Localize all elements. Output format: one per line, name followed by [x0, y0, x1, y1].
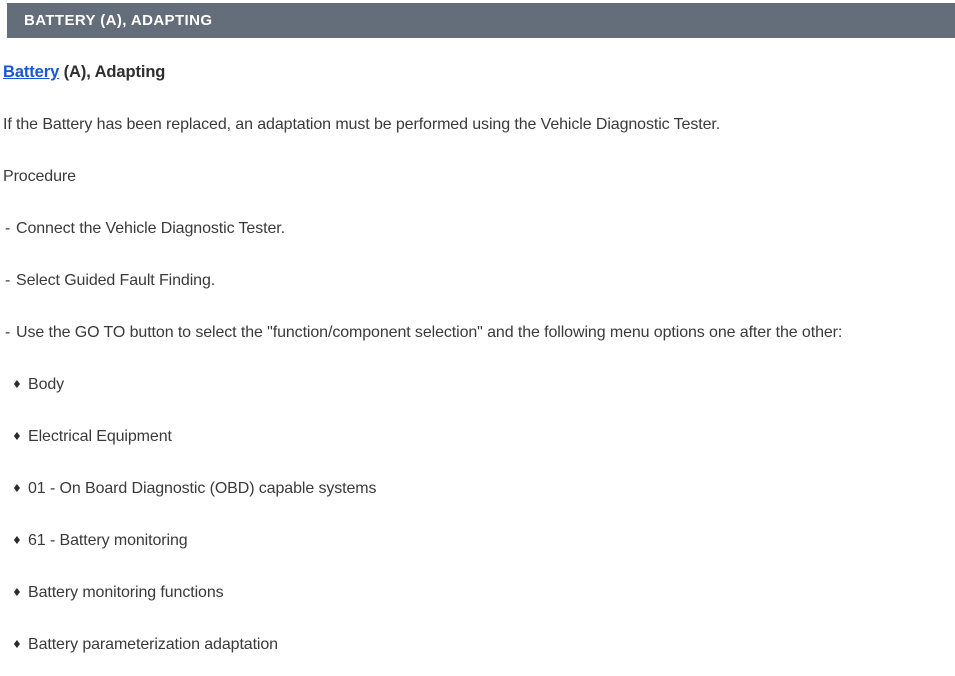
procedure-step — [3, 219, 955, 238]
menu-option-item — [3, 583, 955, 602]
menu-option-text: 01 - On Board Diagnostic (OBD) capable systems — [28, 480, 377, 497]
page-title — [3, 63, 955, 82]
procedure-label: Procedure — [3, 168, 76, 185]
diamond-bullet-icon: ♦ — [12, 638, 22, 651]
diamond-bullet-icon: ♦ — [12, 482, 22, 495]
menu-option-text: 61 - Battery monitoring — [28, 532, 188, 549]
menu-option-item — [3, 427, 955, 446]
battery-link[interactable]: Battery — [3, 63, 60, 81]
menu-option-item — [3, 375, 955, 394]
diamond-bullet-icon: ♦ — [12, 586, 22, 599]
procedure-step — [3, 271, 955, 290]
page-title-suffix: (A), Adapting — [59, 63, 166, 81]
diamond-bullet-icon: ♦ — [12, 534, 22, 547]
section-header-bar — [7, 3, 955, 38]
intro-paragraph: If the Battery has been replaced, an adaptation must be performed using the Vehicle Diagnostic Tester. — [3, 116, 721, 133]
menu-option-text: Battery parameterization adaptation — [28, 636, 278, 653]
diamond-bullet-icon: ♦ — [12, 430, 22, 443]
dash-marker: - — [5, 324, 11, 341]
menu-option-item — [3, 635, 955, 654]
dash-marker: - — [5, 272, 11, 289]
procedure-step-text: Select Guided Fault Finding. — [16, 272, 216, 289]
section-title: BATTERY (A), ADAPTING — [24, 12, 213, 29]
menu-option-item — [3, 531, 955, 550]
menu-option-text: Body — [28, 376, 65, 393]
document-body — [0, 38, 955, 654]
procedure-step-text: Use the GO TO button to select the "function/component selection" and the following menu options one after the other: — [16, 324, 843, 341]
diamond-bullet-icon: ♦ — [12, 378, 22, 391]
procedure-step — [3, 323, 955, 342]
procedure-step-text: Connect the Vehicle Diagnostic Tester. — [16, 220, 285, 237]
menu-option-text: Electrical Equipment — [28, 428, 172, 445]
menu-option-text: Battery monitoring functions — [28, 584, 224, 601]
menu-option-item — [3, 479, 955, 498]
dash-marker: - — [5, 220, 11, 237]
